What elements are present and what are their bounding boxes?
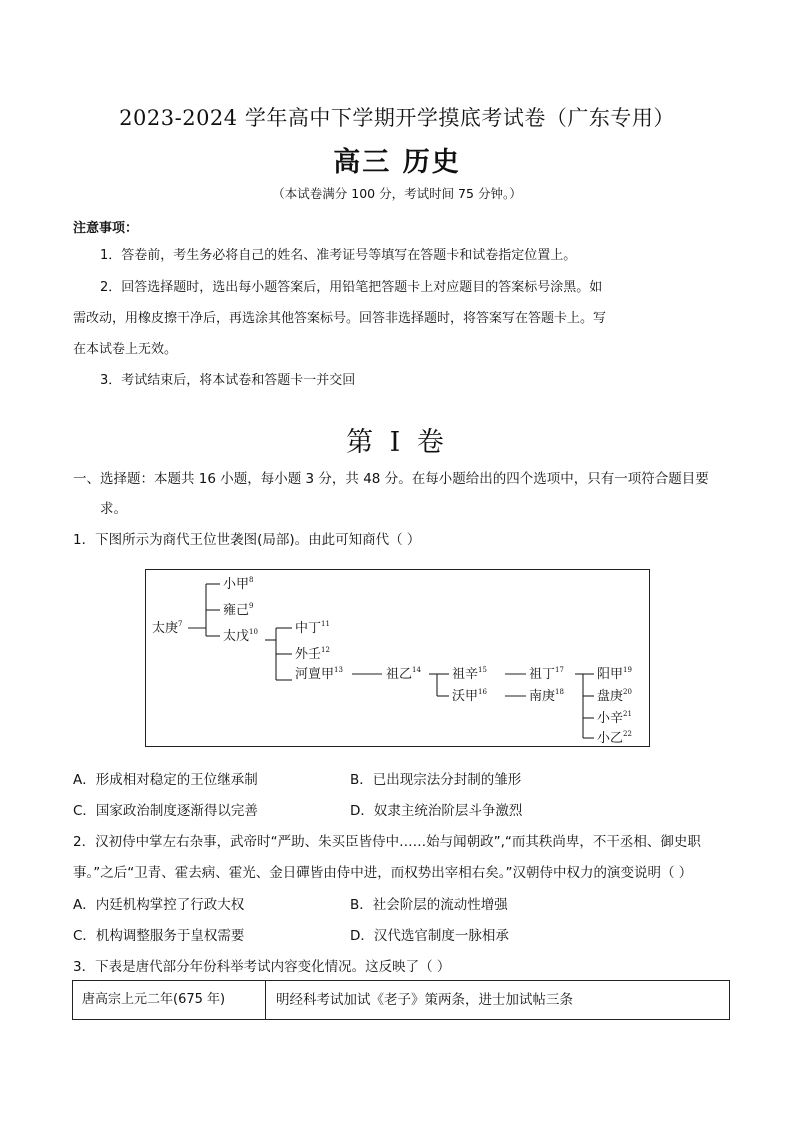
king-name: 雍己 [223, 603, 250, 618]
q1-stem: 1．下图所示为商代王位世袭图(局部)。由此可知商代（ ） [73, 532, 421, 548]
king-node-15 [452, 666, 487, 682]
king-order: 19 [623, 666, 632, 674]
king-node-10 [223, 628, 258, 644]
king-name: 盘庚 [597, 689, 624, 704]
exam-note: （本试卷满分 100 分，考试时间 75 分钟。） [272, 186, 522, 201]
king-node-20 [597, 688, 632, 704]
king-node-14 [386, 666, 421, 682]
king-name: 小乙 [597, 731, 624, 745]
king-node-9 [223, 602, 253, 618]
king-name: 祖丁 [529, 667, 556, 682]
king-node-21 [597, 710, 632, 726]
notice-item-2-line-2: 需改动，用橡皮擦干净后，再选涂其他答案标号。回答非选择题时，将答案写在答题卡上。写 [73, 311, 607, 326]
king-name: 小辛 [597, 711, 624, 726]
q2-stem-line-1: 2．汉初侍中掌左右杂事，武帝时“严助、朱买臣皆侍中……始与闻朝政”,“而其秩尚卑，不干丞相、御史职 [73, 834, 701, 850]
notice-heading: 注意事项： [73, 221, 139, 236]
q2-stem-line-2: 事。”之后“卫青、霍去病、霍光、金日磾皆由侍中进，而权势出宰相右矣。”汉朝侍中权力的演变说明（ ） [73, 865, 693, 881]
q1-option-d[interactable]: D．奴隶主统治阶层斗争激烈 [350, 803, 523, 819]
exam-subject: 高三 历史 [333, 147, 461, 178]
king-node-12 [295, 646, 330, 662]
q3-table-content-cell: 明经科考试加试《老子》策两条，进士加试帖三条 [276, 992, 573, 1008]
q2-option-a[interactable]: A．内廷机构掌控了行政大权 [73, 897, 245, 913]
notice-item-3: 3．考试结束后，将本试卷和答题卡一并交回 [100, 373, 356, 388]
king-name: 小甲 [223, 577, 250, 592]
section-heading-line-1: 一、选择题：本题共 16 小题，每小题 3 分，共 48 分。在每小题给出的四个选项中，只有一项符合题目要 [73, 471, 709, 487]
king-name: 祖乙 [386, 667, 413, 682]
king-node-8 [223, 576, 253, 592]
king-order: 10 [249, 628, 258, 636]
succession-diagram [145, 569, 650, 747]
king-name: 河亶甲 [295, 667, 335, 682]
king-node-13 [295, 666, 343, 682]
king-order: 22 [623, 730, 632, 738]
king-node-17 [529, 666, 564, 682]
king-order: 12 [321, 646, 330, 654]
king-order: 14 [412, 666, 421, 674]
section-heading-line-2: 求。 [100, 501, 127, 517]
king-name: 阳甲 [597, 667, 624, 682]
king-node-11 [295, 620, 330, 636]
king-name: 外壬 [295, 647, 322, 662]
king-order: 18 [555, 688, 564, 696]
king-order: 16 [478, 688, 487, 696]
notice-item-2-line-1: 2．回答选择题时，选出每小题答案后，用铅笔把答题卡上对应题目的答案标号涂黑。如 [100, 280, 603, 295]
q1-option-a[interactable]: A．形成相对稳定的王位继承制 [73, 772, 258, 788]
king-order: 20 [623, 688, 632, 696]
king-name: 祖辛 [452, 667, 479, 682]
king-order: 15 [478, 666, 487, 674]
king-order: 9 [249, 602, 254, 610]
notice-item-1: 1．答卷前，考生务必将自己的姓名、准考证号等填写在答题卡和试卷指定位置上。 [100, 248, 577, 263]
king-node-7 [152, 620, 182, 636]
king-order: 11 [321, 620, 330, 628]
q2-option-d[interactable]: D．汉代选官制度一脉相承 [350, 928, 509, 944]
king-order: 7 [178, 620, 183, 628]
q1-option-c[interactable]: C．国家政治制度逐渐得以完善 [73, 803, 258, 819]
king-name: 太庚 [152, 621, 179, 636]
king-name: 中丁 [295, 621, 322, 636]
king-node-22 [597, 730, 632, 745]
part-title: 第 I 卷 [346, 427, 448, 458]
king-node-18 [529, 688, 564, 704]
king-order: 17 [555, 666, 564, 674]
king-order: 13 [334, 666, 343, 674]
q3-stem: 3．下表是唐代部分年份科举考试内容变化情况。这反映了（ ） [73, 959, 451, 975]
king-name: 太戊 [223, 629, 250, 644]
q2-option-b[interactable]: B．社会阶层的流动性增强 [350, 897, 508, 913]
q2-option-c[interactable]: C．机构调整服务于皇权需要 [73, 928, 245, 944]
king-name: 沃甲 [452, 689, 479, 704]
q3-table [72, 980, 730, 1020]
notice-item-2-line-3: 在本试卷上无效。 [73, 342, 178, 357]
king-order: 21 [623, 710, 632, 718]
succession-diagram-svg [146, 570, 648, 745]
king-node-19 [597, 666, 632, 682]
q1-option-b[interactable]: B．已出现宗法分封制的雏形 [350, 772, 522, 788]
exam-title: 2023-2024 学年高中下学期开学摸底考试卷（广东专用） [119, 106, 675, 130]
king-order: 8 [249, 576, 254, 584]
king-name: 南庚 [529, 689, 556, 704]
king-node-16 [452, 688, 487, 704]
q3-table-year-cell: 唐高宗上元二年(675 年) [73, 981, 266, 1019]
